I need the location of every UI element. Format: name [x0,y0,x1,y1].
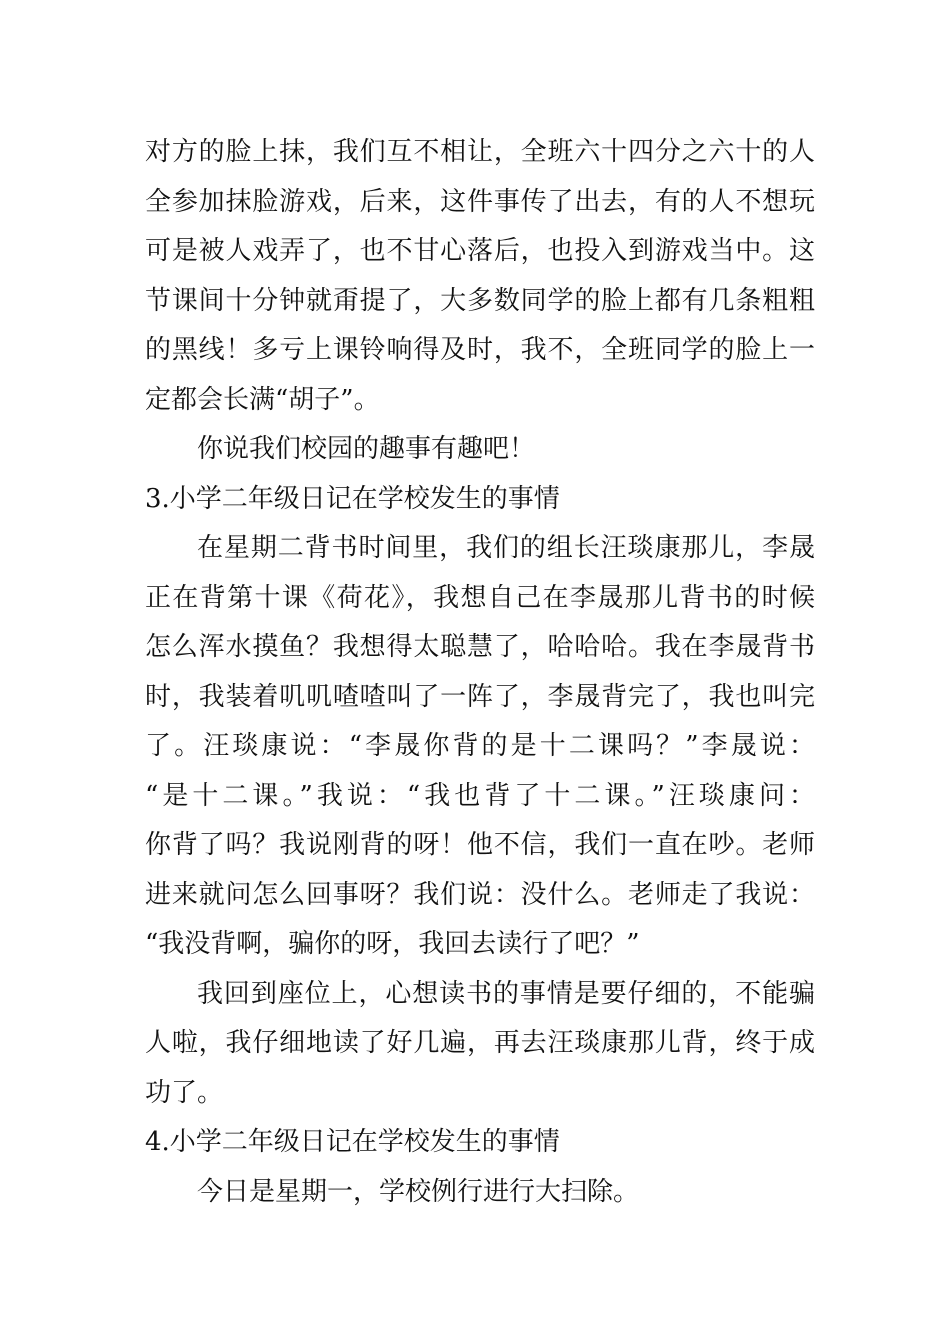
paragraph-line: 今日是星期一，学校例行进行大扫除。 [197,1176,640,1207]
paragraph-line: 怎么浑水摸鱼？我想得太聪慧了，哈哈哈。我在李晟背书 [145,632,815,662]
paragraph-line: 我回到座位上，心想读书的事情是要仔细的，不能骗 [197,978,815,1009]
paragraph-line: “是十二课。”我说：“我也背了十二课。”汪琰康问： [145,780,815,811]
section-heading: 3.小学二年级日记在学校发生的事情 [145,483,560,514]
body-text [145,128,815,1217]
paragraph-line: 在星期二背书时间里，我们的组长汪琰康那儿，李晟 [197,533,815,563]
paragraph-line: 你说我们校园的趣事有趣吧！ [197,434,536,464]
paragraph-line: 对方的脸上抹，我们互不相让，全班六十四分之六十的人 [145,137,815,167]
paragraph-line: 正在背第十课《荷花》，我想自己在李晟那儿背书的时候 [145,582,815,613]
paragraph-line: 全参加抹脸游戏，后来，这件事传了出去，有的人不想玩 [145,186,815,217]
section-heading: 4.小学二年级日记在学校发生的事情 [145,1127,560,1157]
paragraph-line: 节课间十分钟就甭提了，大多数同学的脸上都有几条粗粗 [145,285,815,316]
paragraph-line: 定都会长满“胡子”。 [145,384,380,415]
paragraph-line: 可是被人戏弄了，也不甘心落后，也投入到游戏当中。这 [145,236,815,266]
paragraph-line: “我没背啊，骗你的呀，我回去读行了吧？” [145,929,640,959]
paragraph-line: 的黑线！多亏上课铃响得及时，我不，全班同学的脸上一 [145,335,815,365]
paragraph-line: 了。汪琰康说：“李晟你背的是十二课吗？”李晟说： [145,731,815,761]
paragraph-line: 功了。 [145,1077,224,1108]
paragraph-line: 人啦，我仔细地读了好几遍，再去汪琰康那儿背，终于成 [145,1028,815,1058]
paragraph-line: 你背了吗？我说刚背的呀！他不信，我们一直在吵。老师 [145,830,815,860]
paragraph-line: 时，我装着叽叽喳喳叫了一阵了，李晟背完了，我也叫完 [145,681,815,712]
paragraph-line: 进来就问怎么回事呀？我们说：没什么。老师走了我说： [145,879,815,910]
